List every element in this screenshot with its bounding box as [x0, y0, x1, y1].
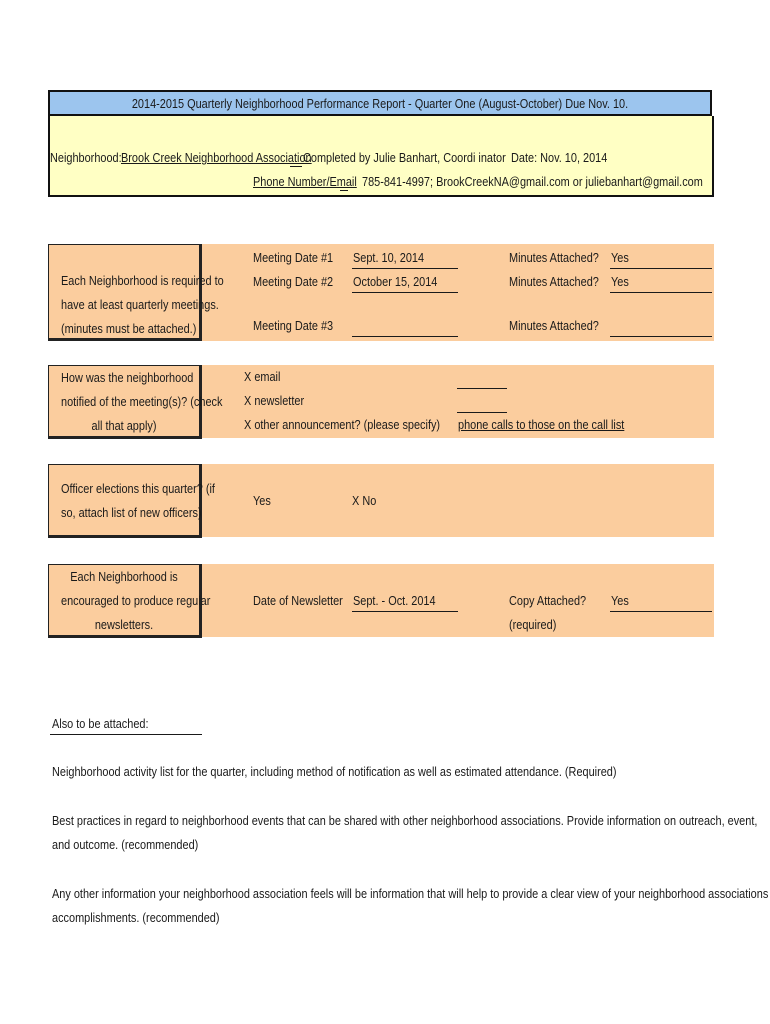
notification-box-line-3: all that apply) [91, 418, 157, 433]
report-date: Date: Nov. 10, 2014 [511, 150, 608, 165]
meeting-date-1-value[interactable]: Sept. 10, 2014 [353, 250, 425, 265]
notification-question-box [48, 365, 223, 439]
notification-box-line-2: notified of the meeting(s)? (check [61, 394, 223, 409]
attachment-item-1: Neighborhood activity list for the quarter, including method of notification as well as estimated attendance. (Required) [52, 764, 617, 779]
attachments-heading: Also to be attached: [52, 716, 149, 731]
phone-value: 785-841-4997; BrookCreekNA@gmail.com or juliebanhart@gmail.com [362, 174, 703, 189]
notify-option-newsletter[interactable]: X newsletter [244, 393, 305, 408]
attachment-item-3-line-2: accomplishments. (recommended) [52, 910, 220, 925]
meeting-date-3-line[interactable] [352, 336, 458, 337]
minutes-1-line [610, 268, 712, 269]
phone-underline-tail [340, 190, 348, 191]
newsletter-date-value[interactable]: Sept. - Oct. 2014 [353, 593, 436, 608]
minutes-2-line [610, 292, 712, 293]
attachment-item-3-line-1: Any other information your neighborhood association feels will be information that will help to provide a clear view of your neighborhood associations [52, 886, 769, 901]
elections-no[interactable]: X No [352, 493, 377, 508]
notify-option-email[interactable]: X email [244, 369, 281, 384]
newsletter-date-line [352, 611, 458, 612]
meeting-date-2-label: Meeting Date #2 [253, 274, 334, 289]
minutes-2-value[interactable]: Yes [611, 274, 629, 289]
attachments-heading-line [50, 734, 202, 735]
report-title: 2014-2015 Quarterly Neighborhood Performance Report - Quarter One (August-October) Due Nov. 10. [131, 96, 629, 111]
minutes-1-value[interactable]: Yes [611, 250, 629, 265]
minutes-3-line[interactable] [610, 336, 712, 337]
meetings-box-line-3: (minutes must be attached.) [61, 321, 197, 336]
newsletter-copy-required: (required) [509, 617, 557, 632]
newsletter-box-line-2: encouraged to produce regular [61, 593, 211, 608]
phone-label: Phone Number/Email [253, 174, 357, 189]
newsletter-copy-line [610, 611, 712, 612]
newsletter-date-label: Date of Newsletter [253, 593, 343, 608]
minutes-1-label: Minutes Attached? [509, 250, 599, 265]
newsletter-box-line-3: newsletters. [94, 617, 154, 632]
notify-other-specify[interactable]: phone calls to those on the call list [458, 417, 625, 432]
neighborhood-underline-tail [290, 166, 302, 167]
meeting-date-3-label: Meeting Date #3 [253, 318, 334, 333]
elections-yes[interactable]: Yes [253, 493, 271, 508]
newsletter-box-line-1: Each Neighborhood is [70, 569, 178, 584]
meeting-date-2-value[interactable]: October 15, 2014 [353, 274, 438, 289]
neighborhood-value: Brook Creek Neighborhood Association [121, 150, 312, 165]
elections-box-line-2: so, attach list of new officers) [61, 505, 202, 520]
minutes-3-label: Minutes Attached? [509, 318, 599, 333]
newsletter-copy-label: Copy Attached? [509, 593, 587, 608]
elections-box-line-1: Officer elections this quarter? (if [61, 481, 215, 496]
newsletter-copy-value[interactable]: Yes [611, 593, 629, 608]
completed-by: Completed by Julie Banhart, Coordi inator [303, 150, 506, 165]
minutes-2-label: Minutes Attached? [509, 274, 599, 289]
report-title-bar [48, 90, 712, 116]
notify-newsletter-line [457, 412, 507, 413]
meeting-date-1-line [352, 268, 458, 269]
neighborhood-label: Neighborhood: [50, 150, 122, 165]
attachment-item-2-line-2: and outcome. (recommended) [52, 837, 199, 852]
newsletter-requirement-box [48, 564, 211, 638]
notify-email-line [457, 388, 507, 389]
meetings-requirement-box [48, 244, 224, 341]
attachment-item-2-line-1: Best practices in regard to neighborhood events that can be shared with other neighborhood associations. Provide information on outreach, event, [52, 813, 758, 828]
notify-option-other[interactable]: X other announcement? (please specify) [244, 417, 441, 432]
meeting-date-1-label: Meeting Date #1 [253, 250, 334, 265]
meeting-date-2-line [352, 292, 458, 293]
meetings-box-line-2: have at least quarterly meetings. [61, 297, 219, 312]
elections-question-box [48, 464, 215, 538]
notification-box-line-1: How was the neighborhood [61, 370, 194, 385]
meetings-box-line-1: Each Neighborhood is required to [61, 273, 224, 288]
